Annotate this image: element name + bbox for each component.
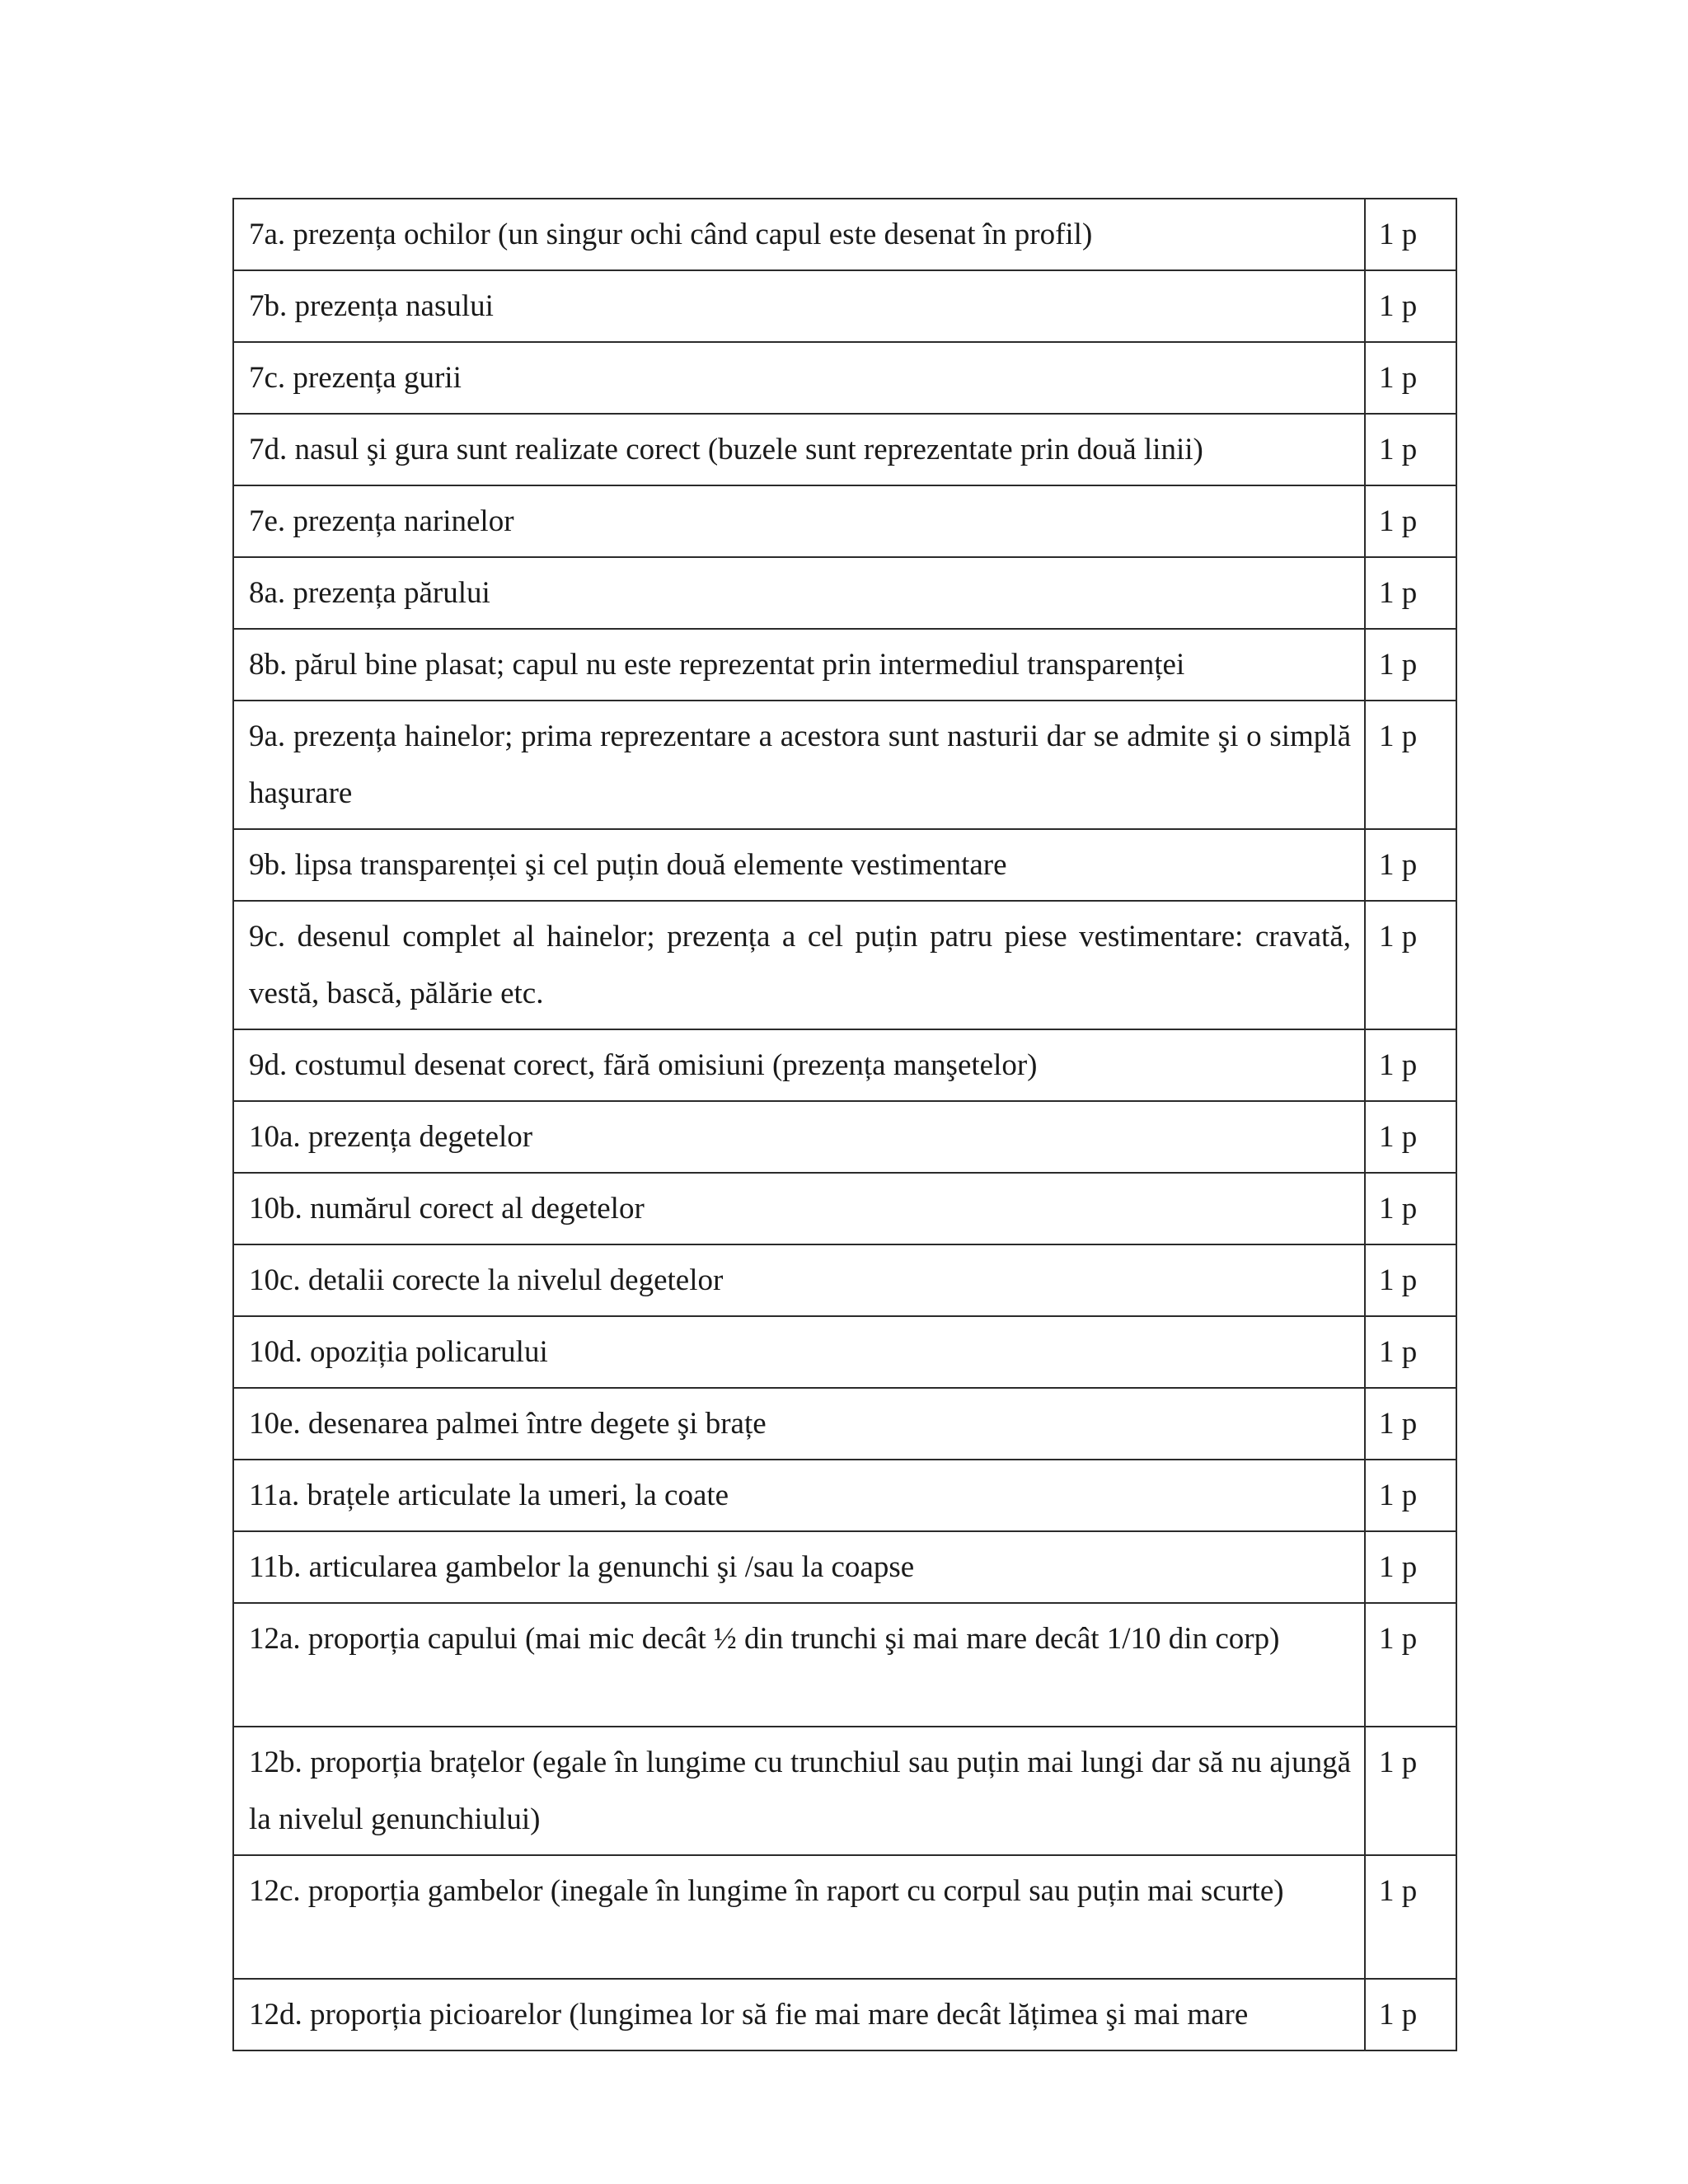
table-row <box>233 901 1456 1029</box>
table-row <box>233 1531 1456 1603</box>
criterion-points: 1 p <box>1365 1244 1456 1316</box>
criterion-text: 7d. nasul şi gura sunt realizate corect (buzele sunt reprezentate prin două linii) <box>233 414 1365 485</box>
criterion-points: 1 p <box>1365 1101 1456 1173</box>
criterion-text: 8b. părul bine plasat; capul nu este reprezentat prin intermediul transparenței <box>233 629 1365 701</box>
table-row <box>233 701 1456 829</box>
criterion-points: 1 p <box>1365 629 1456 701</box>
criterion-points: 1 p <box>1365 557 1456 629</box>
table-row <box>233 414 1456 485</box>
criterion-points: 1 p <box>1365 701 1456 829</box>
table-row <box>233 557 1456 629</box>
criterion-points: 1 p <box>1365 1173 1456 1244</box>
table-row <box>233 829 1456 901</box>
table-row <box>233 629 1456 701</box>
criterion-text: 12c. proporția gambelor (inegale în lungime în raport cu corpul sau puțin mai scurte) <box>233 1855 1365 1979</box>
table-row <box>233 270 1456 342</box>
criterion-points: 1 p <box>1365 1531 1456 1603</box>
table-row <box>233 1603 1456 1727</box>
criterion-points: 1 p <box>1365 1855 1456 1979</box>
table-row <box>233 1855 1456 1979</box>
criterion-points: 1 p <box>1365 485 1456 557</box>
criterion-points: 1 p <box>1365 1029 1456 1101</box>
criterion-text: 9d. costumul desenat corect, fără omisiuni (prezența manşetelor) <box>233 1029 1365 1101</box>
criterion-text: 7e. prezența narinelor <box>233 485 1365 557</box>
criterion-text: 9c. desenul complet al hainelor; prezența a cel puțin patru piese vestimentare: cravată, vestă, bască, pălărie etc. <box>233 901 1365 1029</box>
criterion-text: 12d. proporția picioarelor (lungimea lor să fie mai mare decât lățimea şi mai mare <box>233 1979 1365 2050</box>
criterion-text: 10e. desenarea palmei între degete şi brațe <box>233 1388 1365 1460</box>
criterion-points: 1 p <box>1365 1979 1456 2050</box>
criterion-text: 7b. prezența nasului <box>233 270 1365 342</box>
criterion-points: 1 p <box>1365 901 1456 1029</box>
table-row <box>233 1173 1456 1244</box>
criterion-text: 10a. prezența degetelor <box>233 1101 1365 1173</box>
criterion-text: 10c. detalii corecte la nivelul degetelor <box>233 1244 1365 1316</box>
criterion-points: 1 p <box>1365 414 1456 485</box>
table-row <box>233 342 1456 414</box>
criterion-text: 10b. numărul corect al degetelor <box>233 1173 1365 1244</box>
criterion-text: 9a. prezența hainelor; prima reprezentare a acestora sunt nasturii dar se admite şi o simplă haşurare <box>233 701 1365 829</box>
criterion-text: 11b. articularea gambelor la genunchi şi /sau la coapse <box>233 1531 1365 1603</box>
criterion-text: 7c. prezența gurii <box>233 342 1365 414</box>
criterion-text: 10d. opoziția policarului <box>233 1316 1365 1388</box>
criterion-text: 12a. proporția capului (mai mic decât ½ din trunchi şi mai mare decât 1/10 din corp) <box>233 1603 1365 1727</box>
table-row <box>233 199 1456 270</box>
table-row <box>233 1029 1456 1101</box>
table-row <box>233 1101 1456 1173</box>
criterion-points: 1 p <box>1365 342 1456 414</box>
table-row <box>233 1244 1456 1316</box>
table-row <box>233 1460 1456 1531</box>
criterion-text: 7a. prezența ochilor (un singur ochi când capul este desenat în profil) <box>233 199 1365 270</box>
table-row <box>233 1727 1456 1855</box>
criterion-points: 1 p <box>1365 199 1456 270</box>
criterion-points: 1 p <box>1365 1316 1456 1388</box>
criterion-points: 1 p <box>1365 829 1456 901</box>
criterion-points: 1 p <box>1365 1388 1456 1460</box>
table-row <box>233 1388 1456 1460</box>
criterion-points: 1 p <box>1365 1603 1456 1727</box>
criterion-points: 1 p <box>1365 270 1456 342</box>
criterion-text: 11a. brațele articulate la umeri, la coate <box>233 1460 1365 1531</box>
criterion-points: 1 p <box>1365 1460 1456 1531</box>
criterion-text: 9b. lipsa transparenței şi cel puțin două elemente vestimentare <box>233 829 1365 901</box>
table-row <box>233 485 1456 557</box>
table-row <box>233 1316 1456 1388</box>
criterion-text: 12b. proporția brațelor (egale în lungime cu trunchiul sau puțin mai lungi dar să nu ajungă la nivelul genunchiului) <box>233 1727 1365 1855</box>
criterion-points: 1 p <box>1365 1727 1456 1855</box>
table-row <box>233 1979 1456 2050</box>
criterion-text: 8a. prezența părului <box>233 557 1365 629</box>
scoring-table <box>232 198 1457 2051</box>
